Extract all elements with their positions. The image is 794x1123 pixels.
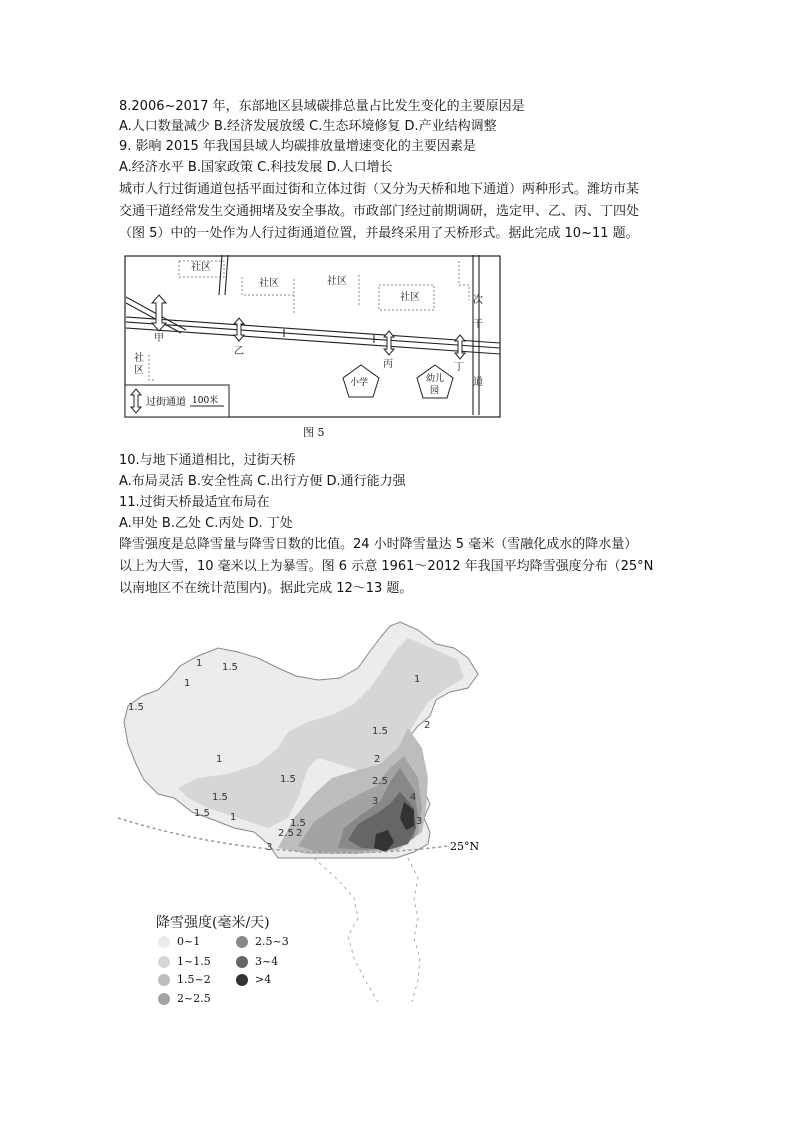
kindergarten-label-1: 幼儿 — [426, 374, 445, 384]
community-label-5b: 区 — [134, 365, 144, 376]
contour-label-1-c: 1 — [216, 754, 223, 765]
legend-swatch-icon — [158, 936, 170, 948]
legend-label: 2~2.5 — [177, 992, 211, 1005]
passage-2-line-3: 以南地区不在统计范围内)。据此完成 12～13 题。 — [119, 581, 413, 596]
contour-label-3-b: 3 — [416, 816, 423, 827]
site-label-ding: 丁 — [454, 362, 464, 373]
legend-label: 1~1.5 — [177, 955, 211, 968]
legend-label: 2.5~3 — [255, 935, 289, 948]
contour-label-1.5-f: 1.5 — [280, 774, 296, 785]
contour-label-3-c: 3 — [266, 842, 273, 853]
legend-swatch-icon — [158, 974, 170, 986]
contour-label-1.5-a: 1.5 — [222, 662, 238, 673]
legend-item — [158, 973, 211, 986]
legend-label: >4 — [255, 973, 272, 986]
scale-label: 100米 — [192, 396, 219, 406]
contour-label-1-b: 1 — [184, 678, 191, 689]
question-11-options: A.甲处 B.乙处 C.丙处 D. 丁处 — [119, 516, 293, 531]
legend-swatch-icon — [236, 974, 248, 986]
figure-5-caption: 图 5 — [303, 426, 325, 439]
legend-item — [236, 973, 271, 986]
passage-1-line-1: 城市人行过街通道包括平面过街和立体过街（又分为天桥和地下通道）两种形式。潍坊市某 — [119, 182, 640, 197]
legend-swatch-icon — [236, 956, 248, 968]
community-label-4: 社区 — [400, 292, 420, 303]
legend-label: 0~1 — [177, 935, 201, 948]
legend-label: 1.5~2 — [177, 973, 211, 986]
contour-label-4-a: 4 — [410, 792, 417, 803]
contour-label-2-a: 2 — [424, 720, 431, 731]
question-10-options: A.布局灵活 B.安全性高 C.出行方便 D.通行能力强 — [119, 474, 406, 489]
site-label-jia: 甲 — [154, 333, 164, 344]
legend-swatch-icon — [236, 936, 248, 948]
passage-2-line-2: 以上为大雪，10 毫米以上为暴雪。图 6 示意 1961～2012 年我国平均降雪强度分布（25°N — [119, 559, 654, 574]
question-9-stem: 9. 影响 2015 年我国县域人均碳排放量增速变化的主要因素是 — [119, 139, 476, 154]
legend-item — [236, 955, 278, 968]
passage-2-line-1: 降雪强度是总降雪量与降雪日数的比值。24 小时降雪量达 5 毫米（雪融化成水的降水量） — [119, 537, 638, 552]
legend-item — [236, 935, 289, 948]
latitude-25n-label: 25°N — [450, 840, 480, 853]
road-name-top: 次 — [473, 295, 483, 306]
contour-label-1-e: 1 — [414, 674, 421, 685]
figure-6-snowfall-map — [118, 618, 488, 1008]
passage-1-line-2: 交通干道经常发生交通拥堵及安全事故。市政部门经过前期调研，选定甲、乙、丙、丁四处 — [119, 204, 640, 219]
contour-label-2.5-b: 2.5 — [278, 828, 294, 839]
legend-item — [158, 955, 211, 968]
figure-5-street-map — [124, 255, 502, 419]
contour-label-4-b: 4 — [380, 832, 387, 843]
legend-item — [158, 935, 200, 948]
question-11-stem: 11.过街天桥最适宜布局在 — [119, 495, 270, 510]
contour-label-1.5-b: 1.5 — [128, 702, 144, 713]
contour-label-1.5-d: 1.5 — [194, 808, 210, 819]
contour-label-1-d: 1 — [230, 812, 237, 823]
kindergarten-label-2: 园 — [430, 386, 440, 396]
contour-label-2.5-a: 2.5 — [372, 776, 388, 787]
contour-label-2-c: 2 — [296, 828, 303, 839]
legend-label: 3~4 — [255, 955, 279, 968]
contour-label-1.5-c: 1.5 — [212, 792, 228, 803]
contour-label-1-a: 1 — [196, 658, 203, 669]
contour-label-2-b: 2 — [374, 754, 381, 765]
legend-swatch-icon — [158, 993, 170, 1005]
legend-crossing-label: 过街通道 — [146, 397, 186, 408]
passage-1-line-3: （图 5）中的一处作为人行过街通道位置，并最终采用了天桥形式。据此完成 10~11 题。 — [119, 226, 639, 241]
site-label-yi: 乙 — [234, 346, 244, 357]
community-label-5a: 社 — [134, 353, 144, 364]
legend-item — [158, 992, 211, 1005]
contour-label-1.5-g: 1.5 — [290, 818, 306, 829]
road-name-mid: 干 — [473, 319, 483, 330]
contour-label-1.5-e: 1.5 — [372, 726, 388, 737]
community-label-2: 社区 — [259, 278, 279, 289]
legend-swatch-icon — [158, 956, 170, 968]
road-name-bottom: 道 — [473, 377, 483, 388]
question-8-options: A.人口数量减少 B.经济发展放缓 C.生态环境修复 D.产业结构调整 — [119, 119, 497, 134]
question-8-stem: 8.2006~2017 年，东部地区县域碳排总量占比发生变化的主要原因是 — [119, 99, 525, 114]
community-label-1: 社区 — [191, 262, 211, 273]
site-label-bing: 丙 — [383, 359, 393, 370]
question-10-stem: 10.与地下通道相比，过街天桥 — [119, 453, 296, 468]
question-9-options: A.经济水平 B.国家政策 C.科技发展 D.人口增长 — [119, 160, 393, 175]
legend-title: 降雪强度(毫米/天) — [156, 915, 270, 931]
southern-outline — [314, 858, 420, 1002]
community-label-3: 社区 — [327, 276, 347, 287]
school-label: 小学 — [350, 378, 369, 388]
contour-label-3-a: 3 — [372, 796, 379, 807]
